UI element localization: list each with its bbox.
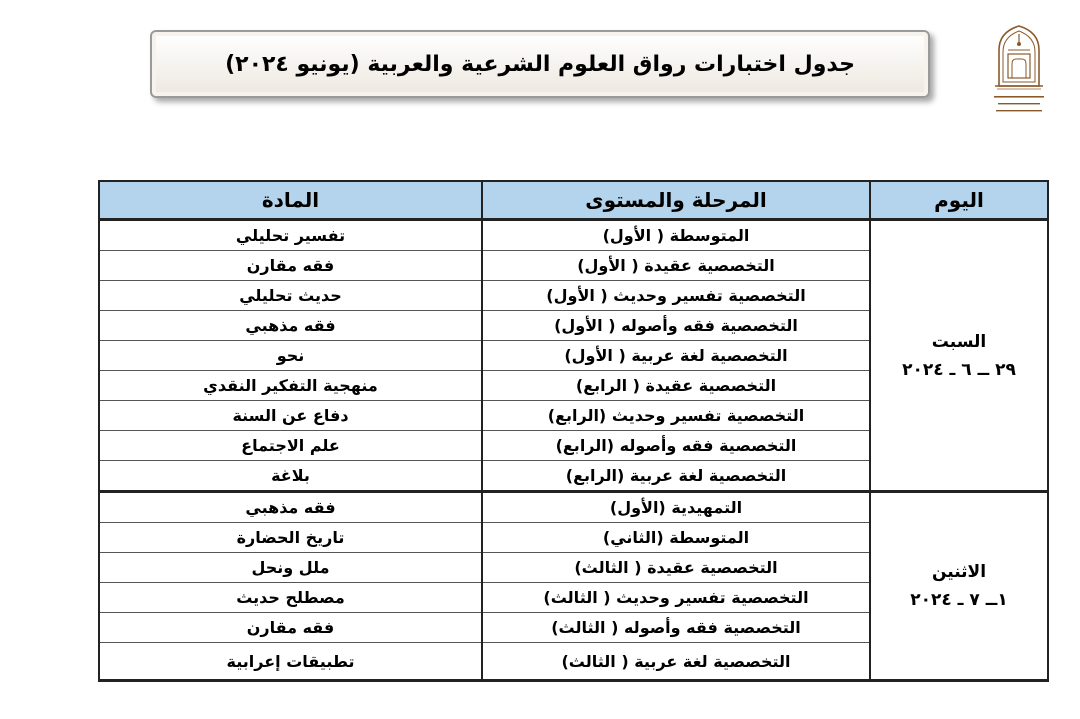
level-cell: التخصصية تفسير وحديث (الرابع) [482,401,870,431]
level-cell: التخصصية فقه وأصوله ( الثالث) [482,613,870,643]
level-cell: التخصصية لغة عربية ( الأول) [482,341,870,371]
day-date: ٢٩ ــ ٦ ـ ٢٠٢٤ [902,359,1016,380]
header-level: المرحلة والمستوى [482,181,870,220]
level-cell: التخصصية لغة عربية (الرابع) [482,461,870,492]
day-name: السبت [931,331,987,352]
subject-cell: منهجية التفكير النقدي [99,371,482,401]
level-cell: المتوسطة (الثاني) [482,523,870,553]
subject-cell: تفسير تحليلي [99,220,482,251]
level-cell: التخصصية فقه وأصوله (الرابع) [482,431,870,461]
page-title: جدول اختبارات رواق العلوم الشرعية والعربية (يونيو ٢٠٢٤) [225,51,855,77]
subject-cell: دفاع عن السنة [99,401,482,431]
subject-cell: ملل ونحل [99,553,482,583]
day-name: الاثنين [931,562,987,582]
subject-cell: حديث تحليلي [99,281,482,311]
subject-cell: فقه مقارن [99,613,482,643]
table-header-row [99,181,1048,220]
level-cell: التخصصية لغة عربية ( الثالث) [482,643,870,681]
level-cell: التخصصية تفسير وحديث ( الثالث) [482,583,870,613]
subject-cell: نحو [99,341,482,371]
subject-cell: تاريخ الحضارة [99,523,482,553]
level-cell: التخصصية عقيدة ( الرابع) [482,371,870,401]
azhar-logo-icon [976,20,1062,120]
subject-cell: علم الاجتماع [99,431,482,461]
level-cell: التخصصية فقه وأصوله ( الأول) [482,311,870,341]
table-row [99,220,1048,251]
title-banner [150,30,930,98]
day-cell-saturday [870,220,1048,492]
subject-cell: فقه مذهبي [99,311,482,341]
header-day: اليوم [870,181,1048,220]
day-date: ١ــ ٧ ـ ٢٠٢٤ [910,590,1008,610]
level-cell: التخصصية عقيدة ( الأول) [482,251,870,281]
subject-cell: فقه مقارن [99,251,482,281]
subject-cell: بلاغة [99,461,482,492]
level-cell: المتوسطة ( الأول) [482,220,870,251]
table-row [99,492,1048,523]
subject-cell: فقه مذهبي [99,492,482,523]
subject-cell: تطبيقات إعرابية [99,643,482,681]
subject-cell: مصطلح حديث [99,583,482,613]
azhar-logo [976,20,1062,120]
exam-schedule-table [98,180,1049,682]
level-cell: التمهيدية (الأول) [482,492,870,523]
day-cell-monday [870,492,1048,681]
level-cell: التخصصية تفسير وحديث ( الأول) [482,281,870,311]
header-subject: المادة [99,181,482,220]
level-cell: التخصصية عقيدة ( الثالث) [482,553,870,583]
